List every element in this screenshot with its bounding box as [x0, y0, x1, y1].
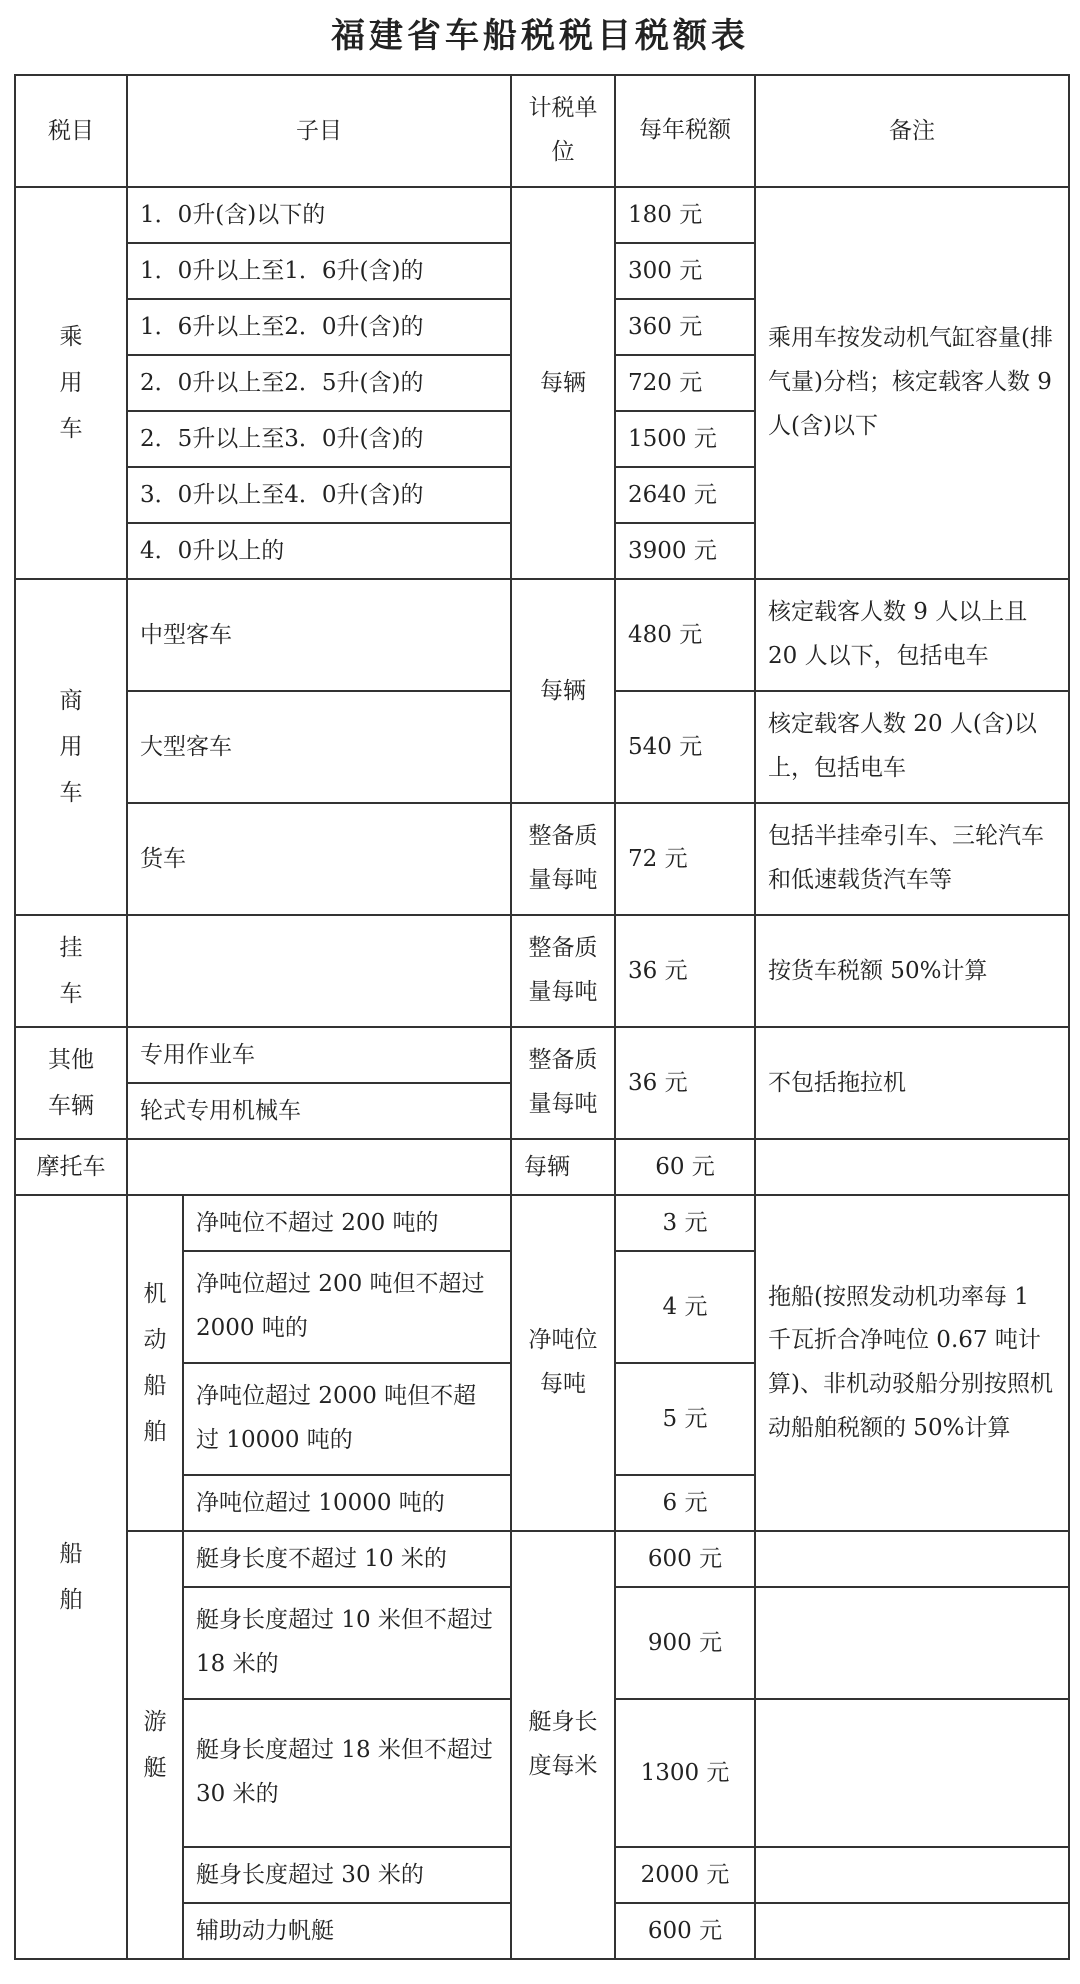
subcategory-char: 游	[143, 1709, 167, 1735]
unit-cell: 每辆	[511, 579, 615, 803]
subitem-cell-empty	[127, 915, 511, 1027]
amount-cell: 3900 元	[615, 523, 755, 579]
amount-cell: 180 元	[615, 187, 755, 243]
category-char: 用	[59, 734, 83, 760]
category-passenger	[15, 187, 127, 579]
amount-cell: 5 元	[615, 1363, 755, 1475]
subitem-cell: 3．0升以上至4．0升(含)的	[127, 467, 511, 523]
subcategory-motor-ships	[127, 1195, 183, 1531]
category-char: 用	[59, 370, 83, 396]
amount-cell: 60 元	[615, 1139, 755, 1195]
subcategory-char: 船	[143, 1373, 167, 1399]
subitem-cell: 1．0升以上至1．6升(含)的	[127, 243, 511, 299]
category-trailer	[15, 915, 127, 1027]
subitem-cell: 货车	[127, 803, 511, 915]
subitem-cell: 艇身长度超过 30 米的	[183, 1847, 511, 1903]
category-char: 乘	[59, 324, 83, 350]
subitem-cell-empty	[127, 1139, 511, 1195]
unit-cell: 净吨位每吨	[511, 1195, 615, 1531]
amount-cell: 36 元	[615, 1027, 755, 1139]
table-row	[15, 915, 1069, 1027]
subcategory-char: 动	[143, 1327, 167, 1353]
amount-cell: 480 元	[615, 579, 755, 691]
amount-cell: 360 元	[615, 299, 755, 355]
subcategory-char: 艇	[143, 1755, 167, 1781]
table-row	[15, 1531, 1069, 1587]
remark-cell-empty	[755, 1699, 1069, 1847]
subcategory-char: 舶	[143, 1419, 167, 1445]
table-row	[15, 1195, 1069, 1251]
subitem-cell: 1．6升以上至2．0升(含)的	[127, 299, 511, 355]
subitem-cell: 2．5升以上至3．0升(含)的	[127, 411, 511, 467]
table-row	[15, 187, 1069, 243]
subcategory-char: 机	[143, 1281, 167, 1307]
subitem-cell: 艇身长度不超过 10 米的	[183, 1531, 511, 1587]
header-item: 税目	[15, 75, 127, 187]
subitem-cell: 专用作业车	[127, 1027, 511, 1083]
amount-cell: 3 元	[615, 1195, 755, 1251]
remark-cell-empty	[755, 1139, 1069, 1195]
table-row	[15, 803, 1069, 915]
remark-cell: 不包括拖拉机	[755, 1027, 1069, 1139]
subitem-cell: 艇身长度超过 18 米但不超过 30 米的	[183, 1699, 511, 1847]
page-title: 福建省车船税税目税额表	[331, 16, 749, 56]
remark-cell: 按货车税额 50%计算	[755, 915, 1069, 1027]
amount-cell: 1500 元	[615, 411, 755, 467]
unit-cell: 整备质量每吨	[511, 915, 615, 1027]
subitem-cell: 4．0升以上的	[127, 523, 511, 579]
category-char: 车	[59, 981, 83, 1007]
amount-cell: 900 元	[615, 1587, 755, 1699]
category-other	[15, 1027, 127, 1139]
unit-cell: 每辆	[511, 187, 615, 579]
header-unit: 计税单位	[511, 75, 615, 187]
header-amount: 每年税额	[615, 75, 755, 187]
amount-cell: 1300 元	[615, 1699, 755, 1847]
remark-cell: 乘用车按发动机气缸容量(排气量)分档；核定载客人数 9 人(含)以下	[755, 187, 1069, 579]
amount-cell: 2640 元	[615, 467, 755, 523]
subitem-cell: 净吨位超过 200 吨但不超过 2000 吨的	[183, 1251, 511, 1363]
table-row	[15, 1139, 1069, 1195]
category-ships	[15, 1195, 127, 1959]
remark-cell-empty	[755, 1903, 1069, 1959]
subitem-cell: 净吨位超过 10000 吨的	[183, 1475, 511, 1531]
amount-cell: 4 元	[615, 1251, 755, 1363]
header-remark: 备注	[755, 75, 1069, 187]
subitem-cell: 艇身长度超过 10 米但不超过 18 米的	[183, 1587, 511, 1699]
subitem-cell: 净吨位超过 2000 吨但不超过 10000 吨的	[183, 1363, 511, 1475]
remark-cell: 核定载客人数 20 人(含)以上，包括电车	[755, 691, 1069, 803]
amount-cell: 2000 元	[615, 1847, 755, 1903]
subitem-cell: 辅助动力帆艇	[183, 1903, 511, 1959]
category-commercial	[15, 579, 127, 915]
tax-table	[14, 74, 1070, 1960]
amount-cell: 600 元	[615, 1903, 755, 1959]
category-char: 车辆	[48, 1093, 94, 1119]
amount-cell: 36 元	[615, 915, 755, 1027]
header-subitem: 子目	[127, 75, 511, 187]
subitem-cell: 轮式专用机械车	[127, 1083, 511, 1139]
table-row	[15, 1027, 1069, 1083]
unit-cell: 艇身长度每米	[511, 1531, 615, 1959]
amount-cell: 540 元	[615, 691, 755, 803]
unit-cell: 整备质量每吨	[511, 803, 615, 915]
category-char: 车	[59, 416, 83, 442]
amount-cell: 72 元	[615, 803, 755, 915]
subitem-cell: 净吨位不超过 200 吨的	[183, 1195, 511, 1251]
table-row	[15, 579, 1069, 691]
category-char: 挂	[59, 935, 83, 961]
category-char: 商	[59, 688, 83, 714]
remark-cell: 拖船(按照发动机功率每 1 千瓦折合净吨位 0.67 吨计算)、非机动驳船分别按照机动船舶税额的 50%计算	[755, 1195, 1069, 1531]
category-char: 舶	[59, 1587, 83, 1613]
category-char: 其他	[48, 1047, 94, 1073]
subitem-cell: 2．0升以上至2．5升(含)的	[127, 355, 511, 411]
amount-cell: 300 元	[615, 243, 755, 299]
remark-cell-empty	[755, 1531, 1069, 1587]
category-motorcycle: 摩托车	[15, 1139, 127, 1195]
subitem-cell: 中型客车	[127, 579, 511, 691]
unit-cell: 每辆	[511, 1139, 615, 1195]
category-char: 船	[59, 1541, 83, 1567]
amount-cell: 600 元	[615, 1531, 755, 1587]
remark-cell: 包括半挂牵引车、三轮汽车和低速载货汽车等	[755, 803, 1069, 915]
subitem-cell: 1．0升(含)以下的	[127, 187, 511, 243]
subcategory-yachts	[127, 1531, 183, 1959]
unit-cell: 整备质量每吨	[511, 1027, 615, 1139]
remark-cell: 核定载客人数 9 人以上且20 人以下，包括电车	[755, 579, 1069, 691]
amount-cell: 6 元	[615, 1475, 755, 1531]
category-char: 车	[59, 780, 83, 806]
subitem-cell: 大型客车	[127, 691, 511, 803]
remark-cell-empty	[755, 1587, 1069, 1699]
amount-cell: 720 元	[615, 355, 755, 411]
header-row	[15, 75, 1069, 187]
remark-cell-empty	[755, 1847, 1069, 1903]
